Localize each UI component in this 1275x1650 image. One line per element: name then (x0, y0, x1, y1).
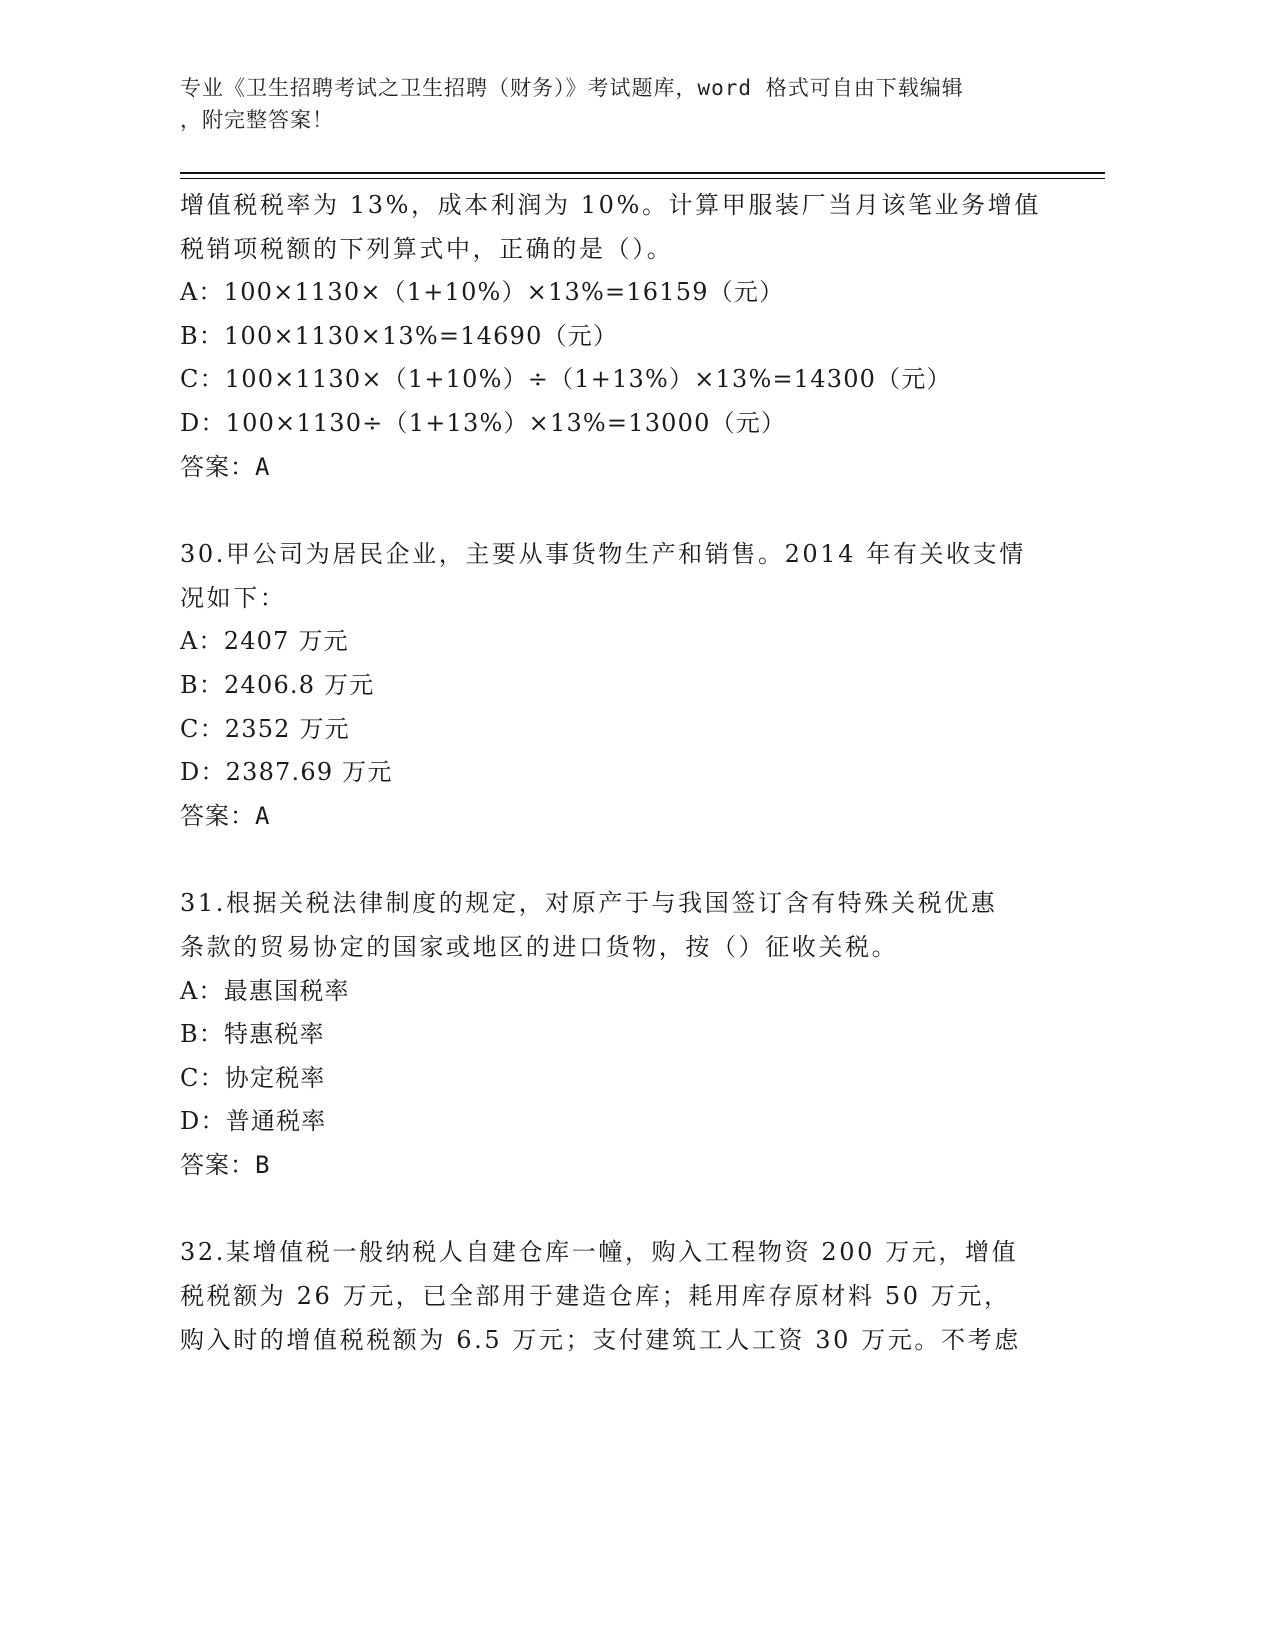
question-stem-line: 32.某增值税一般纳税人自建仓库一幢，购入工程物资 200 万元，增值 (180, 1238, 1019, 1267)
option-c: C：2352 万元 (180, 714, 350, 743)
option-d: D：100×1130÷（1+13%）×13%=13000（元） (180, 408, 787, 437)
header-rule-thin (180, 178, 1105, 179)
question-stem-line: 税销项税额的下列算式中，正确的是（）。 (180, 234, 674, 263)
option-b: B：特惠税率 (180, 1020, 325, 1049)
question-stem-line: 税税额为 26 万元，已全部用于建造仓库；耗用库存原材料 50 万元， (180, 1282, 1011, 1311)
question-stem-line: 30.甲公司为居民企业，主要从事货物生产和销售。2014 年有关收支情 (180, 540, 1026, 569)
question-stem-line: 况如下： (180, 583, 287, 612)
question-list (180, 184, 1050, 1362)
option-a: A：2407 万元 (180, 627, 349, 656)
header-line-2: ，附完整答案！ (180, 108, 334, 132)
option-d: D：2387.69 万元 (180, 758, 393, 787)
header-line-1: 专业《卫生招聘考试之卫生招聘（财务）》考试题库，word 格式可自由下载编辑 (180, 76, 964, 100)
header-rule-thick (180, 172, 1105, 174)
option-d: D：普通税率 (180, 1107, 327, 1136)
question-stem-line: 31.根据关税法律制度的规定，对原产于与我国签订含有特殊关税优惠 (180, 889, 998, 918)
question-stem-line: 条款的贸易协定的国家或地区的进口货物，按（）征收关税。 (180, 932, 899, 961)
question-32 (180, 1231, 1050, 1362)
answer-line: 答案：A (180, 801, 271, 830)
option-c: C：100×1130×（1+10%）÷（1+13%）×13%=14300（元） (180, 365, 952, 394)
option-c: C：协定税率 (180, 1063, 326, 1092)
option-b: B：2406.8 万元 (180, 670, 375, 699)
option-b: B：100×1130×13%=14690（元） (180, 321, 619, 350)
question-30 (180, 533, 1050, 838)
answer-line: 答案：B (180, 1150, 271, 1179)
question-stem-line: 增值税税率为 13%，成本利润为 10%。计算甲服装厂当月该笔业务增值 (180, 191, 1041, 219)
option-a: A：最惠国税率 (180, 976, 350, 1005)
question-31 (180, 882, 1050, 1187)
option-a: A：100×1130×（1+10%）×13%=16159（元） (180, 278, 785, 307)
answer-line: 答案：A (180, 452, 271, 481)
document-header (180, 72, 1060, 136)
question-29 (180, 184, 1050, 489)
question-stem-line: 购入时的增值税税额为 6.5 万元；支付建筑工人工资 30 万元。不考虑 (180, 1325, 1021, 1354)
